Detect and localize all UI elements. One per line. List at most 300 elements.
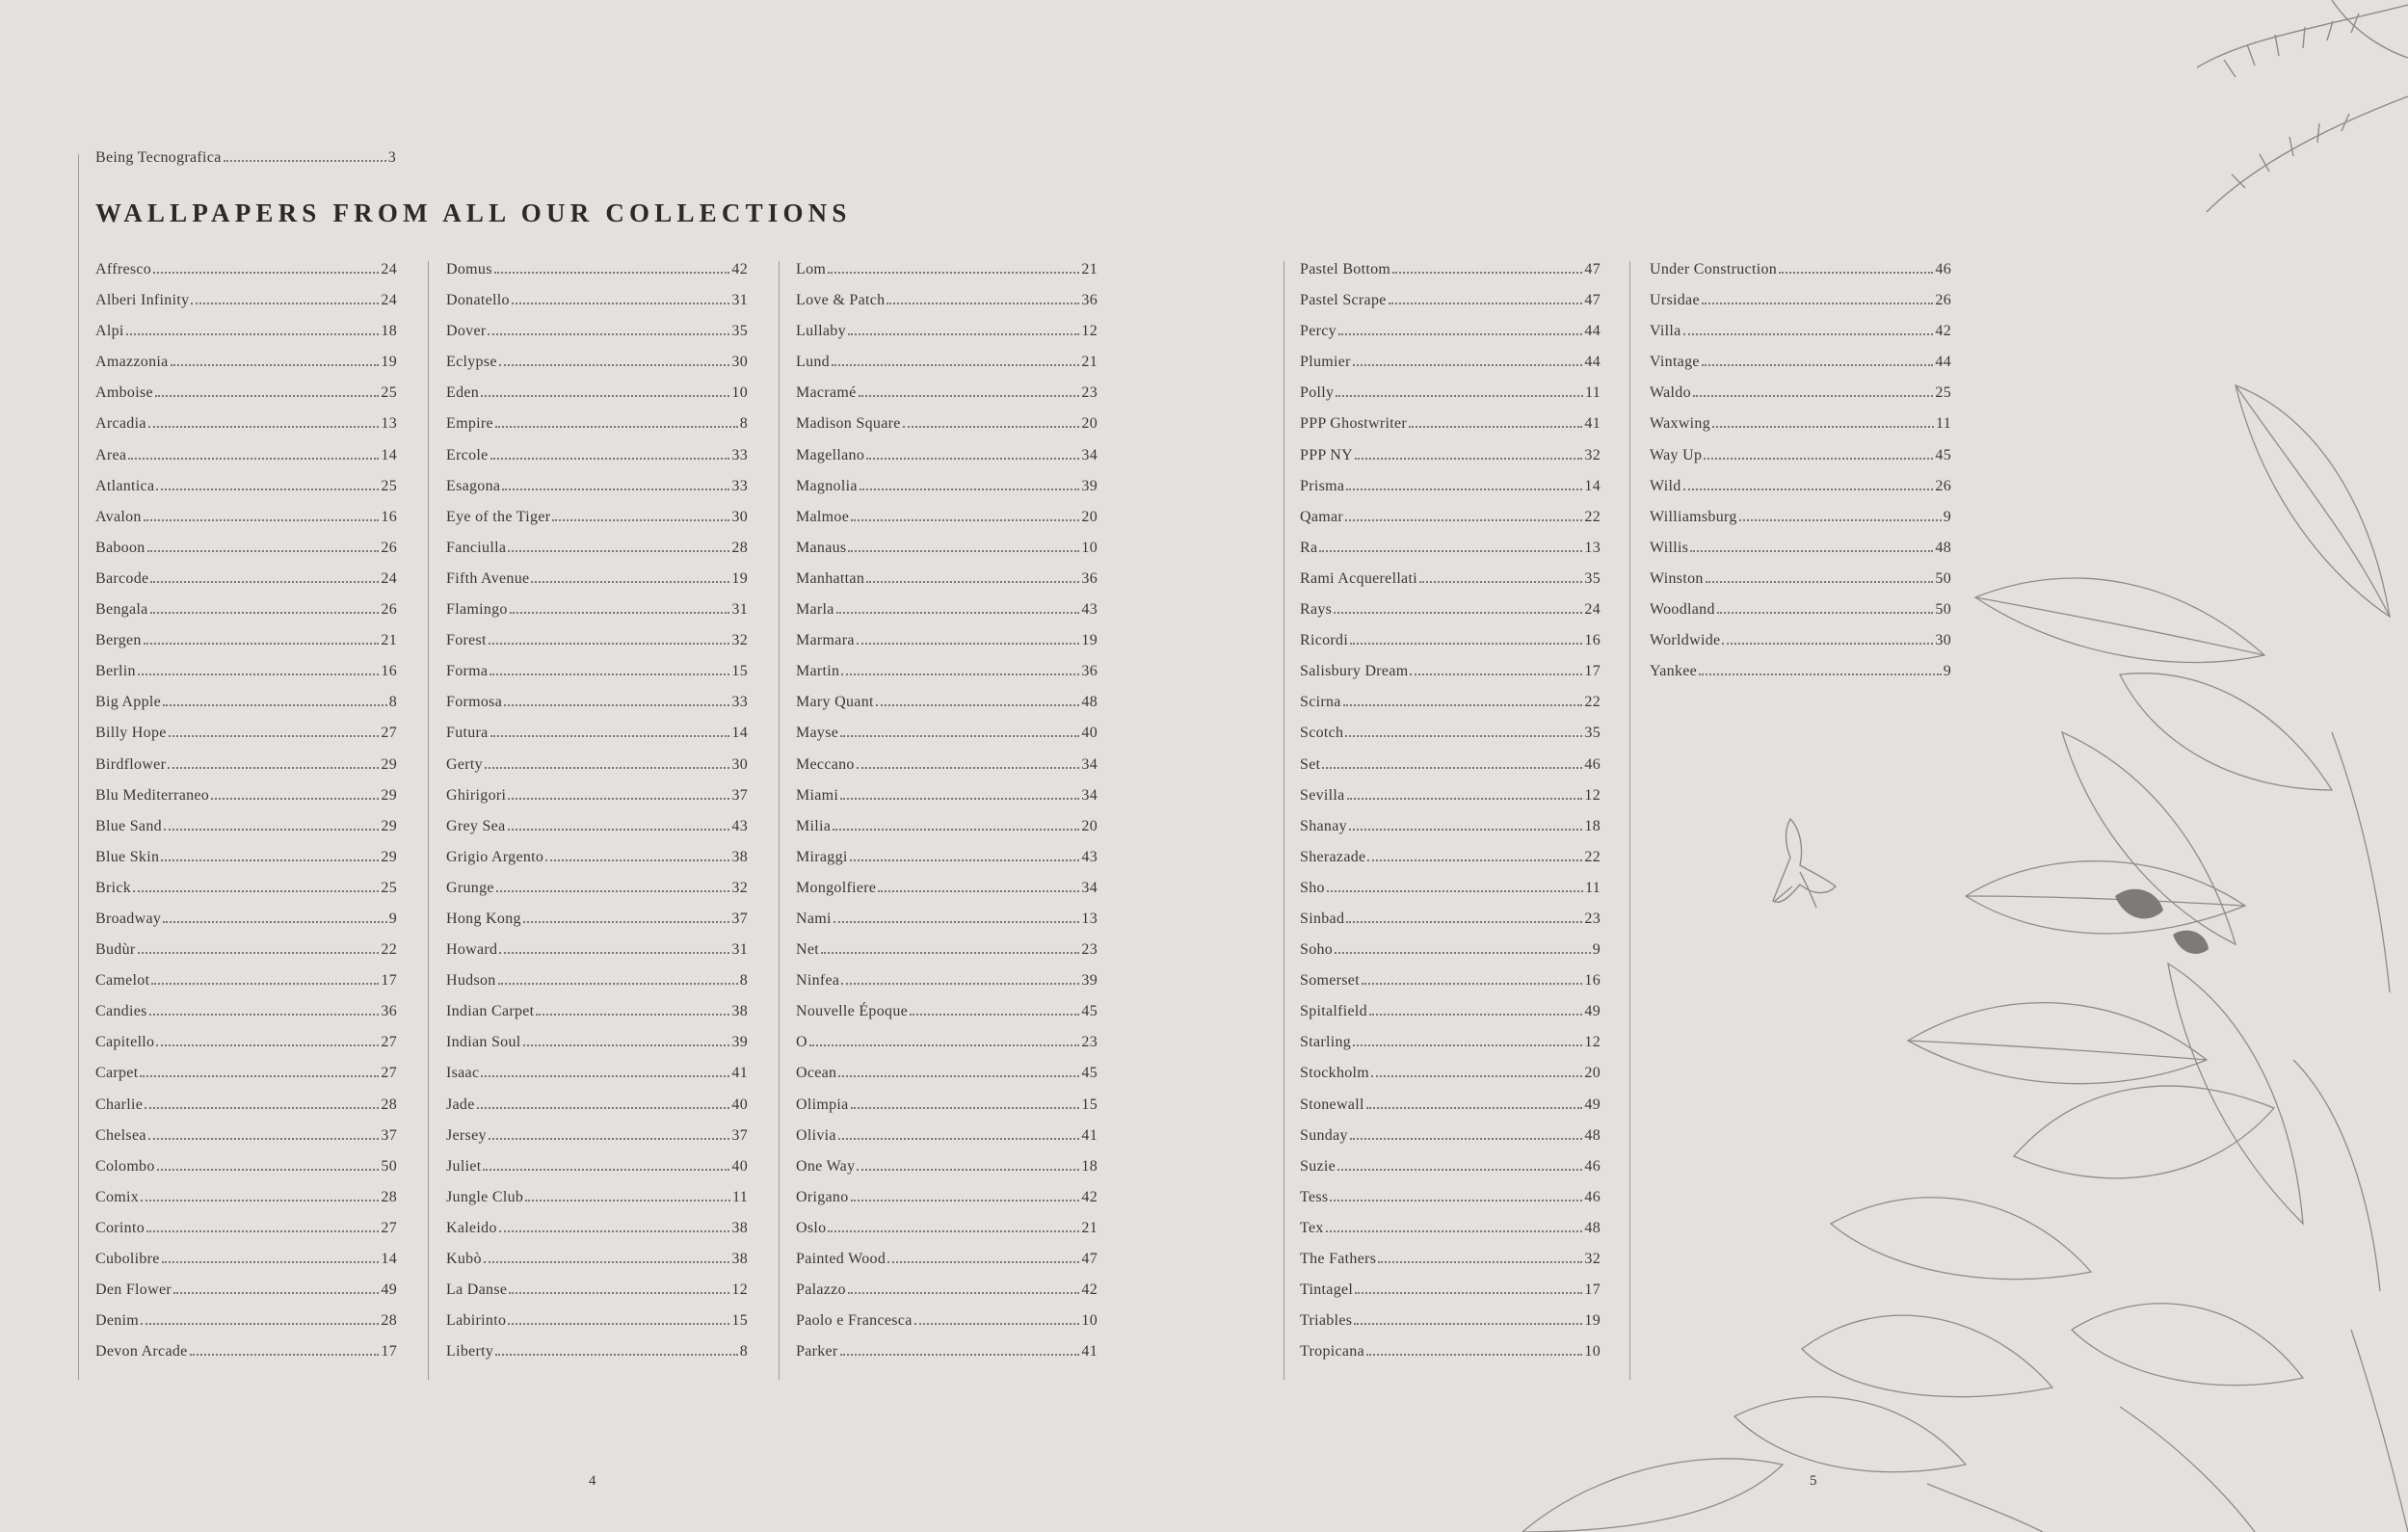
entry-page-number: 9 (1943, 508, 1951, 525)
index-entry-manaus (796, 540, 1098, 570)
entry-page-number: 40 (1081, 725, 1098, 742)
dot-leader (866, 458, 1079, 460)
index-entry-waxwing (1650, 415, 1951, 446)
index-entry-ghirigori (446, 787, 748, 818)
entry-name: Grunge (446, 879, 494, 896)
dot-leader (1693, 395, 1934, 397)
entry-page-number: 20 (1584, 1065, 1601, 1082)
dot-leader (886, 303, 1079, 304)
dot-leader (857, 767, 1080, 769)
entry-name: Nouvelle Époque (796, 1003, 909, 1020)
dot-leader (531, 581, 729, 583)
dot-leader (499, 364, 730, 366)
dot-leader (1335, 952, 1591, 954)
dot-leader (191, 303, 379, 304)
entry-page-number: 32 (1584, 446, 1601, 463)
entry-page-number: 49 (1584, 1003, 1601, 1020)
index-entry-wild (1650, 478, 1951, 509)
dot-leader (1338, 333, 1582, 335)
entry-page-number: 26 (1935, 292, 1951, 309)
entry-page-number: 22 (381, 941, 397, 959)
entry-name: Affresco (95, 261, 152, 277)
entry-page-number: 40 (731, 1096, 748, 1113)
index-entry-nouvelle-epoque (796, 1003, 1098, 1034)
index-entry-broadway (95, 911, 397, 941)
index-entry-budur (95, 941, 397, 972)
index-entry-carpet (95, 1065, 397, 1096)
index-entry-amazzonia (95, 354, 397, 384)
index-entry-indian-carpet (446, 1003, 748, 1034)
index-entry-camelot (95, 972, 397, 1003)
entry-name: Fifth Avenue (446, 569, 530, 587)
entry-page-number: 38 (731, 1003, 748, 1020)
index-entry-comix (95, 1189, 397, 1220)
entry-page-number: 36 (1081, 663, 1098, 680)
entry-name: Indian Soul (446, 1034, 521, 1051)
dot-leader (144, 643, 380, 645)
index-entry-set (1300, 756, 1601, 787)
index-entry-tex (1300, 1220, 1601, 1251)
entry-page-number: 19 (1081, 632, 1098, 649)
dot-leader (141, 1200, 379, 1202)
dot-leader (151, 983, 379, 985)
dot-leader (836, 612, 1080, 614)
entry-page-number: 41 (1081, 1126, 1098, 1144)
entry-name: Capitello (95, 1034, 155, 1051)
dot-leader (498, 983, 738, 985)
entry-name: Flamingo (446, 601, 508, 619)
index-entry-meccano (796, 756, 1098, 787)
index-entry-fanciulla (446, 540, 748, 570)
dot-leader (833, 829, 1079, 831)
entry-name: Suzie (1300, 1157, 1336, 1175)
entry-page-number: 25 (381, 477, 397, 494)
entry-page-number: 8 (739, 415, 748, 433)
entry-page-number: 47 (1584, 261, 1601, 277)
dot-leader (508, 550, 729, 552)
entry-page-number: 40 (731, 1157, 748, 1175)
dot-leader (163, 921, 387, 923)
dot-leader (495, 426, 738, 428)
index-entry-stonewall (1300, 1096, 1601, 1127)
entry-page-number: 29 (381, 817, 397, 834)
entry-name: Eden (446, 384, 480, 402)
dot-leader (1366, 1354, 1582, 1356)
entry-name: Blue Skin (95, 848, 160, 865)
index-entry-jungle-club (446, 1189, 748, 1220)
index-entry-plumier (1300, 354, 1601, 384)
entry-name: Ercole (446, 446, 489, 463)
index-entry-futura (446, 725, 748, 755)
index-entry-polly (1300, 384, 1601, 415)
dot-leader (483, 1169, 729, 1171)
entry-page-number: 42 (1935, 323, 1951, 340)
dot-leader (1362, 983, 1582, 985)
entry-page-number: 8 (388, 694, 397, 711)
index-entry-williamsburg (1650, 509, 1951, 540)
entry-page-number: 45 (1081, 1003, 1098, 1020)
dot-leader (1326, 1230, 1583, 1232)
index-entry-villa (1650, 323, 1951, 354)
entry-page-number: 10 (1584, 1343, 1601, 1360)
entry-page-number: 19 (731, 569, 748, 587)
entry-page-number: 36 (1081, 569, 1098, 587)
dot-leader (840, 798, 1079, 800)
entry-page-number: 20 (1081, 508, 1098, 525)
entry-page-number: 26 (381, 539, 397, 556)
index-entry-o (796, 1034, 1098, 1065)
entry-page-number: 28 (381, 1188, 397, 1205)
entry-name: Sevilla (1300, 786, 1345, 804)
entry-name: Magellano (796, 446, 865, 463)
dot-leader (155, 395, 380, 397)
dot-leader (1419, 581, 1582, 583)
entry-page-number: 25 (381, 879, 397, 896)
index-entry-eye-of-the-tiger (446, 509, 748, 540)
index-entry-jersey (446, 1127, 748, 1158)
dot-leader (1334, 612, 1582, 614)
entry-name: Howard (446, 941, 498, 959)
entry-name: Birdflower (95, 755, 167, 773)
entry-page-number: 26 (381, 601, 397, 619)
dot-leader (536, 1014, 729, 1016)
entry-name: Jersey (446, 1126, 487, 1144)
entry-page-number: 48 (1081, 694, 1098, 711)
dot-leader (512, 303, 730, 304)
entry-name: Fanciulla (446, 539, 507, 556)
entry-name: Starling (1300, 1034, 1352, 1051)
entry-name: O (796, 1034, 807, 1051)
index-entry-charlie (95, 1096, 397, 1127)
index-entry-suzie (1300, 1158, 1601, 1189)
dot-leader (866, 581, 1079, 583)
entry-page-number: 11 (1935, 415, 1951, 433)
dot-leader (126, 333, 380, 335)
dot-leader (1367, 859, 1582, 861)
dot-leader (485, 767, 729, 769)
dot-leader (1346, 921, 1582, 923)
index-entry-eclypse (446, 354, 748, 384)
entry-page-number: 34 (1081, 786, 1098, 804)
index-entry-willis (1650, 540, 1951, 570)
dot-leader (910, 1014, 1079, 1016)
entry-page-number: 41 (731, 1065, 748, 1082)
dot-leader (1349, 829, 1582, 831)
entry-name: Denim (95, 1312, 140, 1330)
entry-name: Williamsburg (1650, 508, 1737, 525)
entry-name: Mongolfiere (796, 879, 877, 896)
entry-name: Olivia (796, 1126, 836, 1144)
entry-page-number: 31 (731, 601, 748, 619)
entry-name: Nami (796, 910, 832, 927)
index-entry-milia (796, 818, 1098, 849)
dot-leader (133, 890, 379, 892)
index-entry-amboise (95, 384, 397, 415)
index-entry-soho (1300, 941, 1601, 972)
entry-page-number: 27 (381, 725, 397, 742)
dot-leader (1366, 1107, 1583, 1109)
entry-page-number: 18 (381, 323, 397, 340)
dot-leader (914, 1323, 1080, 1325)
dot-leader (157, 1169, 380, 1171)
dot-leader (1706, 581, 1934, 583)
index-entry-candies (95, 1003, 397, 1034)
index-entry-corinto (95, 1220, 397, 1251)
entry-name: Stonewall (1300, 1096, 1364, 1113)
dot-leader (1690, 550, 1933, 552)
entry-page-number: 49 (1584, 1096, 1601, 1113)
entry-page-number: 45 (1935, 446, 1951, 463)
entry-name: Tess (1300, 1188, 1329, 1205)
entry-name: Manaus (796, 539, 847, 556)
index-entry-starling (1300, 1034, 1601, 1065)
dot-leader (1354, 1323, 1582, 1325)
index-entry-yankee (1650, 663, 1951, 694)
entry-name: Juliet (446, 1157, 482, 1175)
index-entry-domus (446, 261, 748, 292)
entry-page-number: 13 (1081, 910, 1098, 927)
dot-leader (148, 426, 380, 428)
dot-leader (1319, 550, 1582, 552)
entry-page-number: 32 (1584, 1251, 1601, 1267)
index-entry-marla (796, 601, 1098, 632)
entry-page-number: 28 (731, 539, 748, 556)
flower-shading (2115, 889, 2209, 954)
entry-name: Manhattan (796, 569, 865, 587)
entry-page-number: 29 (381, 755, 397, 773)
entry-page-number: 23 (1081, 1034, 1098, 1051)
index-entry-lom (796, 261, 1098, 292)
entry-page-number: 34 (1081, 755, 1098, 773)
entry-name: Alberi Infinity (95, 292, 190, 309)
entry-name: Bergen (95, 632, 142, 649)
dot-leader (211, 798, 379, 800)
entry-name: Charlie (95, 1096, 144, 1113)
entry-page-number: 24 (381, 569, 397, 587)
index-entry-billy-hope (95, 725, 397, 755)
entry-name: Candies (95, 1003, 147, 1020)
dot-leader (860, 489, 1080, 490)
entry-name: Madison Square (796, 415, 901, 433)
column-rule (428, 261, 429, 1380)
entry-page-number: 19 (1584, 1312, 1601, 1330)
entry-page-number: 36 (1081, 292, 1098, 309)
index-entry-cubolibre (95, 1251, 397, 1281)
dot-leader (1343, 704, 1583, 706)
entry-name: Brick (95, 879, 132, 896)
index-column-2 (446, 261, 748, 1374)
entry-name: Tintagel (1300, 1281, 1354, 1299)
dot-leader (1371, 1075, 1582, 1077)
index-entry-one-way (796, 1158, 1098, 1189)
index-entry-howard (446, 941, 748, 972)
index-entry-juliet (446, 1158, 748, 1189)
entry-name: Big Apple (95, 694, 162, 711)
index-entry-avalon (95, 509, 397, 540)
dot-leader (851, 1200, 1080, 1202)
entry-page-number: 37 (731, 910, 748, 927)
page-number-right: 5 (1810, 1473, 1817, 1489)
entry-page-number: 33 (731, 694, 748, 711)
index-entry-shanay (1300, 818, 1601, 849)
entry-name: Olimpia (796, 1096, 849, 1113)
index-entry-stockholm (1300, 1065, 1601, 1096)
entry-name: Oslo (796, 1219, 827, 1236)
entry-name: Love & Patch (796, 292, 886, 309)
entry-name: Broadway (95, 910, 162, 927)
entry-page-number: 11 (1584, 879, 1601, 896)
index-entry-affresco (95, 261, 397, 292)
entry-page-number: 45 (1081, 1065, 1098, 1082)
index-entry-qamar (1300, 509, 1601, 540)
dot-leader (481, 395, 729, 397)
entry-page-number: 32 (731, 632, 748, 649)
entry-name: PPP Ghostwriter (1300, 415, 1408, 433)
index-entry-way-up (1650, 447, 1951, 478)
dot-leader (144, 519, 380, 521)
entry-page-number: 14 (381, 446, 397, 463)
dot-leader (149, 1014, 380, 1016)
dot-leader (190, 1354, 380, 1356)
index-entry-palazzo (796, 1281, 1098, 1312)
dot-leader (1704, 458, 1933, 460)
entry-name: Area (95, 446, 127, 463)
index-entry-nami (796, 911, 1098, 941)
dot-leader (1322, 767, 1582, 769)
entry-page-number: 41 (1584, 415, 1601, 433)
entry-page-number: 17 (381, 1343, 397, 1360)
entry-page-number: 47 (1584, 292, 1601, 309)
entry-page-number: 46 (1584, 1157, 1601, 1175)
entry-name: Spitalfield (1300, 1003, 1367, 1020)
entry-name: Net (796, 941, 820, 959)
dot-leader (150, 612, 380, 614)
index-entry-origano (796, 1189, 1098, 1220)
entry-page-number: 27 (381, 1034, 397, 1051)
entry-page-number: 15 (731, 663, 748, 680)
index-entry-triables (1300, 1312, 1601, 1343)
entry-name: Qamar (1300, 508, 1344, 525)
index-entry-grigio-argento (446, 849, 748, 880)
index-entry-grey-sea (446, 818, 748, 849)
section-heading: WALLPAPERS FROM ALL OUR COLLECTIONS (95, 198, 852, 227)
dot-leader (1378, 1261, 1582, 1263)
entry-page-number: 20 (1081, 817, 1098, 834)
dot-leader (834, 921, 1080, 923)
index-entry-alpi (95, 323, 397, 354)
index-entry-tintagel (1300, 1281, 1601, 1312)
dot-leader (128, 458, 379, 460)
dot-leader (809, 1044, 1080, 1046)
dot-leader (1410, 674, 1582, 675)
index-entry-sherazade (1300, 849, 1601, 880)
index-entry-olivia (796, 1127, 1098, 1158)
entry-page-number: 10 (731, 384, 748, 402)
index-entry-under-construction (1650, 261, 1951, 292)
entry-name: Corinto (95, 1219, 145, 1236)
entry-name: Forest (446, 632, 487, 649)
dot-leader (148, 1138, 380, 1140)
index-entry-ra (1300, 540, 1601, 570)
entry-page-number: 10 (1081, 539, 1098, 556)
index-entry-rays (1300, 601, 1601, 632)
dot-leader (1702, 364, 1934, 366)
dot-leader (162, 1261, 380, 1263)
dot-leader (1345, 519, 1582, 521)
dot-leader (1330, 1200, 1582, 1202)
entry-name: Set (1300, 755, 1321, 773)
dot-leader (821, 952, 1079, 954)
dot-leader (140, 1075, 379, 1077)
entry-name: Sherazade (1300, 848, 1366, 865)
index-entry-big-apple (95, 694, 397, 725)
entry-name: Triables (1300, 1312, 1353, 1330)
dot-leader (1699, 674, 1942, 675)
entry-page-number: 39 (1081, 972, 1098, 990)
entry-page-number: 44 (1935, 354, 1951, 371)
entry-name: Sho (1300, 879, 1325, 896)
dot-leader (163, 704, 387, 706)
entry-name: Indian Carpet (446, 1003, 535, 1020)
entry-name: Tropicana (1300, 1343, 1364, 1360)
entry-name: Ricordi (1300, 632, 1349, 649)
index-entry-madison-square (796, 415, 1098, 446)
index-entry-pastel-scrape (1300, 292, 1601, 323)
entry-name: Forma (446, 663, 489, 680)
entry-page-number: 13 (381, 415, 397, 433)
entry-name: Eclypse (446, 354, 497, 371)
dot-leader (1712, 426, 1934, 428)
entry-page-number: 13 (1584, 539, 1601, 556)
dot-leader (1369, 1014, 1582, 1016)
entry-name: Devon Arcade (95, 1343, 188, 1360)
dot-leader (499, 1230, 730, 1232)
dot-leader (224, 160, 386, 162)
index-entry-sevilla (1300, 787, 1601, 818)
index-entry-malmoe (796, 509, 1098, 540)
index-entry-baboon (95, 540, 397, 570)
entry-page-number: 26 (1935, 477, 1951, 494)
entry-name: La Danse (446, 1281, 508, 1299)
entry-name: Villa (1650, 323, 1681, 340)
entry-name: Pastel Bottom (1300, 261, 1391, 277)
entry-page-number: 30 (731, 508, 748, 525)
entry-page-number: 23 (1584, 910, 1601, 927)
entry-page-number: 10 (1081, 1312, 1098, 1330)
entry-name: Chelsea (95, 1126, 146, 1144)
entry-page-number: 43 (1081, 601, 1098, 619)
entry-page-number: 50 (1935, 569, 1951, 587)
entry-name: Waldo (1650, 384, 1691, 402)
index-entry-esagona (446, 478, 748, 509)
entry-name: Futura (446, 725, 489, 742)
entry-name: Wild (1650, 477, 1681, 494)
dot-leader (171, 364, 380, 366)
dot-leader (156, 489, 379, 490)
entry-name: Percy (1300, 323, 1336, 340)
dot-leader (1353, 364, 1583, 366)
entry-page-number: 42 (1081, 1281, 1098, 1299)
entry-name: Sunday (1300, 1126, 1348, 1144)
entry-page-number: 24 (381, 292, 397, 309)
entry-name: Empire (446, 415, 493, 433)
index-entry-magnolia (796, 478, 1098, 509)
dot-leader (1327, 890, 1583, 892)
index-entry-prisma (1300, 478, 1601, 509)
index-entry-arcadia (95, 415, 397, 446)
dot-leader (1353, 1044, 1582, 1046)
entry-name: Martin (796, 663, 840, 680)
